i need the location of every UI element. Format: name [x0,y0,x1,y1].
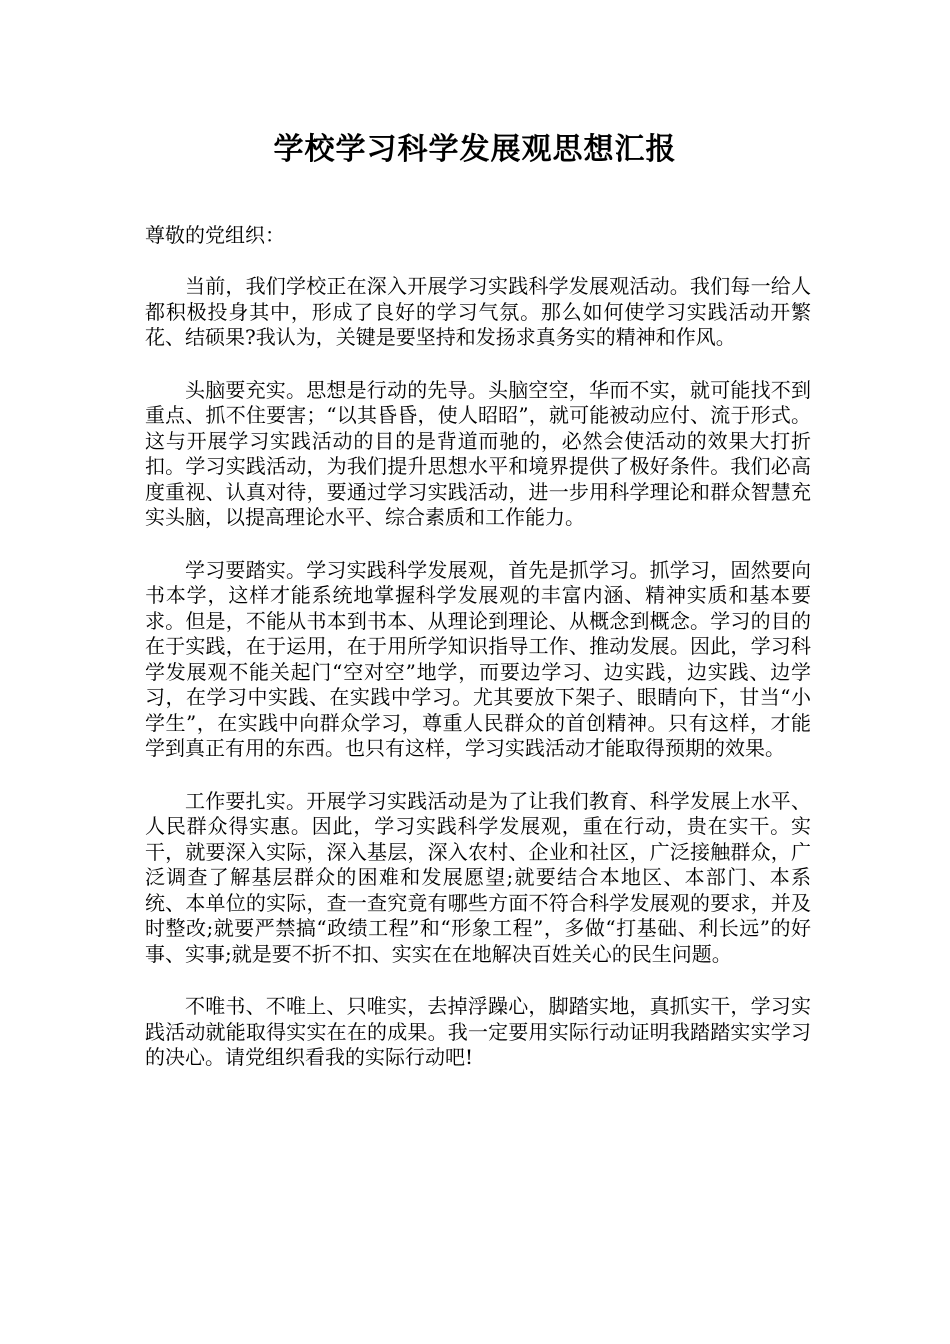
paragraph-intro: 当前，我们学校正在深入开展学习实践科学发展观活动。我们每一给人都积极投身其中，形成了良好的学习气氛。那么如何使学习实践活动开繁花、结硕果?我认为，关键是要坚持和发扬求真务实的精神和作风。 [145,274,811,349]
document-body [145,222,811,1098]
paragraph-conclusion: 不唯书、不唯上、只唯实，去掉浮躁心，脚踏实地，真抓实干，学习实践活动就能取得实实在在的成果。我一定要用实际行动证明我踏踏实实学习的决心。请党组织看我的实际行动吧! [145,994,811,1069]
paragraph-work: 工作要扎实。开展学习实践活动是为了让我们教育、科学发展上水平、人民群众得实惠。因此，学习实践科学发展观，重在行动，贵在实干。实干，就要深入实际，深入基层，深入农村、企业和社区，广泛接触群众，广泛调查了解基层群众的困难和发展愿望;就要结合本地区、本部门、本系统、本单位的实际，查一查究竟有哪些方面不符合科学发展观的要求，并及时整改;就要严禁搞“政绩工程”和“形象工程”，多做“打基础、利长远”的好事、实事;就是要不折不扣、实实在在地解决百姓关心的民生问题。 [145,788,811,966]
paragraph-study: 学习要踏实。学习实践科学发展观，首先是抓学习。抓学习，固然要向书本学，这样才能系统地掌握科学发展观的丰富内涵、精神实质和基本要求。但是，不能从书本到书本、从理论到理论、从概念到概念。学习的目的在于实践，在于运用，在于用所学知识指导工作、推动发展。因此，学习科学发展观不能关起门“空对空”地学，而要边学习、边实践，边实践、边学习，在学习中实践、在实践中学习。尤其要放下架子、眼睛向下，甘当“小学生”，在实践中向群众学习，尊重人民群众的首创精神。只有这样，才能学到真正有用的东西。也只有这样，学习实践活动才能取得预期的效果。 [145,557,811,760]
salutation: 尊敬的党组织： [145,223,285,247]
document-title: 学校学习科学发展观思想汇报 [273,132,677,167]
paragraph-mind: 头脑要充实。思想是行动的先导。头脑空空，华而不实，就可能找不到重点、抓不住要害；“以其昏昏，使人昭昭”，就可能被动应付、流于形式。这与开展学习实践活动的目的是背道而驰的，必然会使活动的效果大打折扣。学习实践活动，为我们提升思想水平和境界提供了极好条件。我们必高度重视、认真对待，要通过学习实践活动，进一步用科学理论和群众智慧充实头脑，以提高理论水平、综合素质和工作能力。 [145,377,811,529]
